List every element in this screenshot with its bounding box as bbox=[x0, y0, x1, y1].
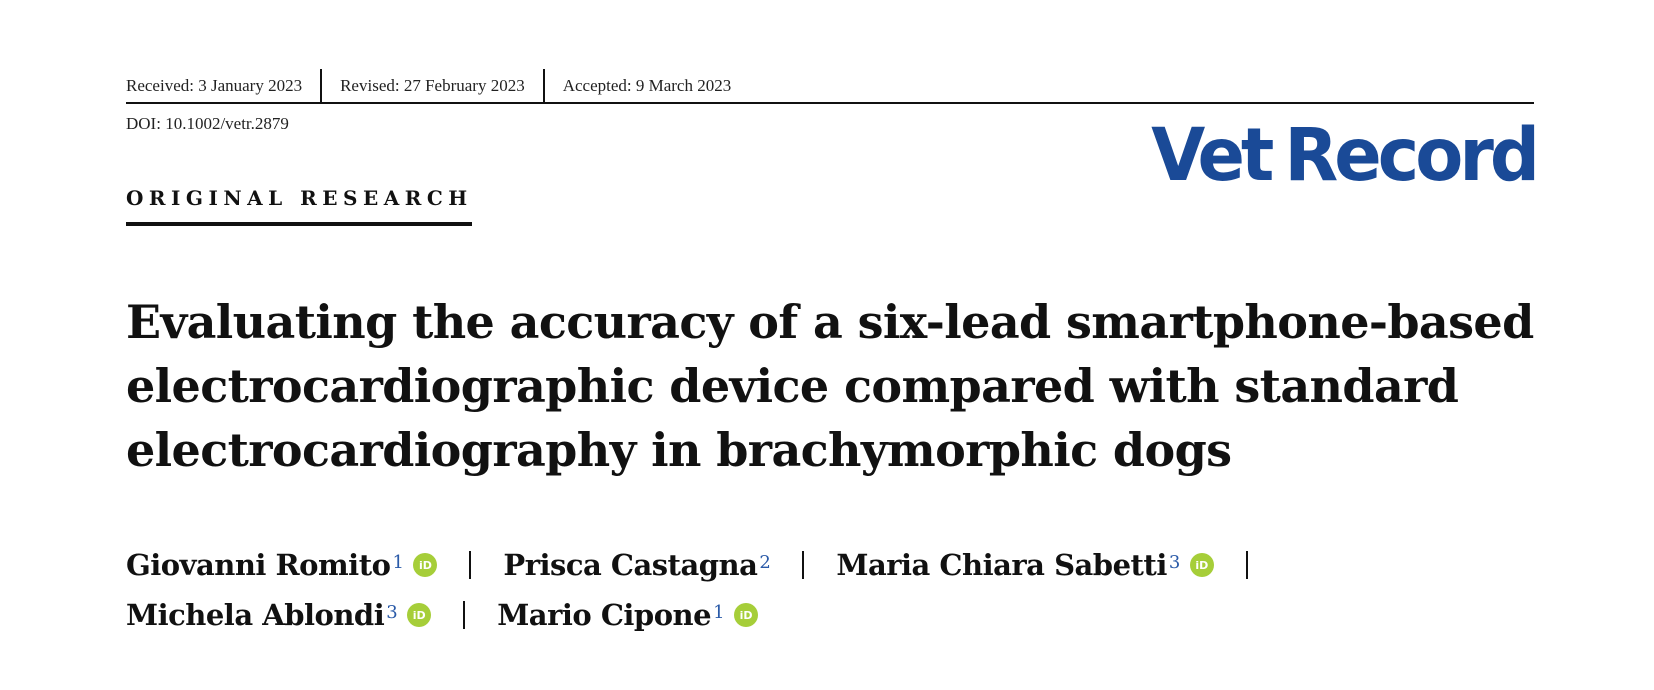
orcid-icon[interactable]: iD bbox=[413, 553, 437, 577]
author-separator bbox=[802, 551, 804, 579]
author-name[interactable]: Prisca Castagna bbox=[503, 548, 758, 582]
date-separator bbox=[320, 69, 322, 103]
author-list bbox=[126, 540, 1280, 640]
header-divider bbox=[126, 102, 1534, 104]
title-line: Evaluating the accuracy of a six-lead smartphone-based bbox=[126, 295, 1534, 349]
orcid-icon[interactable]: iD bbox=[734, 603, 758, 627]
section-underline bbox=[126, 222, 472, 226]
author: Mario Cipone $^1$ iD bbox=[497, 598, 758, 632]
author: Michela Ablondi $^3$ iD bbox=[126, 598, 431, 632]
doi[interactable]: DOI: 10.1002/vetr.2879 bbox=[126, 114, 289, 133]
author: Prisca Castagna $^2$ bbox=[503, 548, 771, 582]
author: Maria Chiara Sabetti $^3$ iD bbox=[836, 548, 1213, 582]
author-name[interactable]: Michela Ablondi bbox=[126, 598, 385, 632]
article-title bbox=[126, 290, 1546, 482]
author-separator bbox=[469, 551, 471, 579]
revised-date: Revised: 27 February 2023 bbox=[340, 76, 525, 95]
orcid-icon[interactable]: iD bbox=[1190, 553, 1214, 577]
author-line-1 bbox=[126, 540, 1280, 590]
orcid-icon[interactable]: iD bbox=[407, 603, 431, 627]
article-dates bbox=[126, 72, 731, 100]
journal-logo-part2: Record bbox=[1284, 111, 1536, 198]
author-name[interactable]: Giovanni Romito bbox=[126, 548, 391, 582]
author-separator bbox=[463, 601, 465, 629]
author: Giovanni Romito $^1$ iD bbox=[126, 548, 437, 582]
accepted-date: Accepted: 9 March 2023 bbox=[562, 76, 732, 95]
journal-logo-part1: Vet bbox=[1151, 111, 1271, 198]
author-name[interactable]: Mario Cipone bbox=[497, 598, 712, 632]
author-name[interactable]: Maria Chiara Sabetti bbox=[836, 548, 1167, 582]
title-line: electrocardiographic device compared with standard bbox=[126, 359, 1459, 413]
received-date: Received: 3 January 2023 bbox=[126, 76, 303, 95]
date-separator bbox=[543, 69, 545, 103]
section-label: ORIGINAL RESEARCH bbox=[126, 186, 473, 210]
title-line: electrocardiography in brachymorphic dogs bbox=[126, 423, 1232, 477]
journal-logo bbox=[1151, 111, 1536, 198]
author-separator bbox=[1246, 551, 1248, 579]
author-line-2 bbox=[126, 590, 1280, 640]
